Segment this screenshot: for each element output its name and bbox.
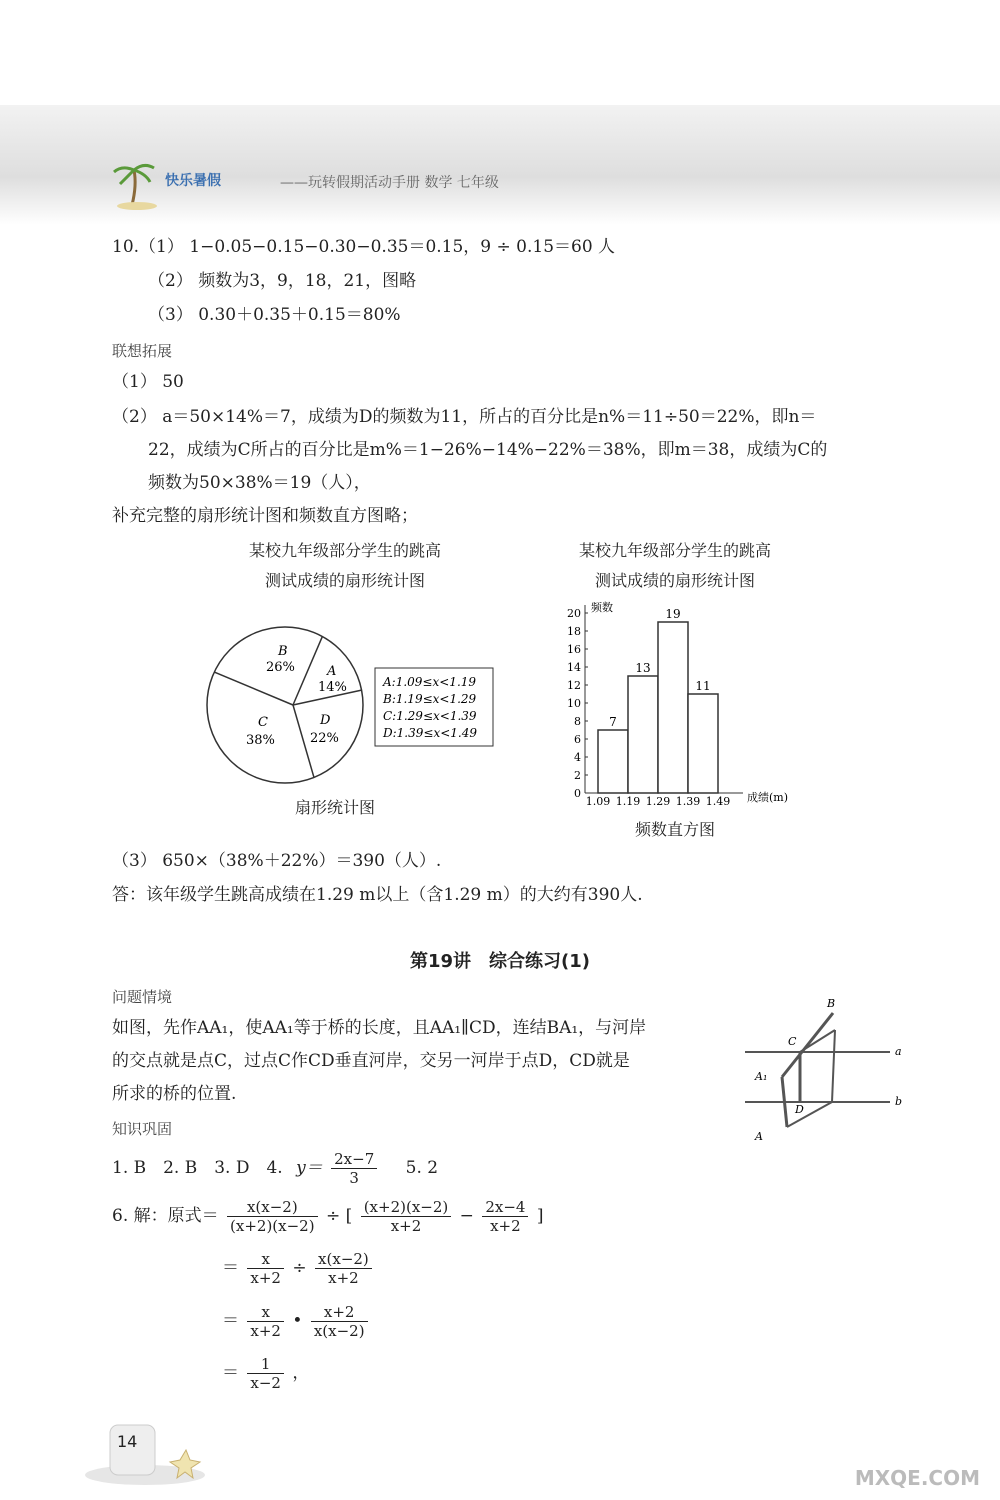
q3-line2: 答：该年级学生跳高成绩在1.29 m以上（含1.29 m）的大约有390人. <box>112 885 643 905</box>
pie-slice-boundary <box>214 672 293 705</box>
frac-num: 2x−4 <box>482 1198 528 1217</box>
fraction <box>227 1198 318 1235</box>
wenti-para-1: 如图，先作AA₁，使AA₁等于桥的长度，且AA₁∥CD，连结BA₁，与河岸 <box>112 1018 647 1038</box>
frac-num: x+2 <box>311 1303 368 1322</box>
watermark: MXQE.COM <box>854 1466 980 1490</box>
q10-line1: 10.（1） 1−0.05−0.15−0.30−0.35＝0.15，9 ÷ 0.15＝60 人 <box>112 237 616 257</box>
y-axis-label: 频数 <box>591 601 613 614</box>
footer-decoration-icon <box>80 1410 220 1490</box>
frac-den: 3 <box>349 1169 359 1187</box>
y-tick-label: 10 <box>567 697 581 710</box>
section-zhishi: 知识巩固 <box>112 1120 173 1138</box>
hist-caption: 频数直方图 <box>634 820 715 839</box>
fraction <box>247 1355 284 1392</box>
q10-line2: （2） 频数为3，9，18，21，图略 <box>148 271 417 291</box>
frac-den: x+2 <box>328 1269 359 1287</box>
x-axis-label: 成绩(m) <box>747 791 789 804</box>
legend-c: C:1.29≤x<1.39 <box>383 709 477 723</box>
left-bracket: [ <box>345 1206 353 1226</box>
hist-bar <box>658 622 688 793</box>
label-b-bank: b <box>895 1095 903 1108</box>
pie-pct-c: 38% <box>246 733 275 748</box>
pie-title-2: 测试成绩的扇形统计图 <box>264 571 425 590</box>
fraction <box>482 1198 528 1235</box>
x-tick-label: 1.29 <box>645 795 671 808</box>
hist-title-2: 测试成绩的扇形统计图 <box>594 571 755 590</box>
pie-label-d: D <box>320 713 331 728</box>
equals-sign: ＝ <box>222 1363 239 1383</box>
frac-den: x−2 <box>250 1374 281 1392</box>
frac-den: (x+2)(x−2) <box>230 1217 315 1235</box>
frac-num: 2x−7 <box>331 1150 377 1169</box>
header-subtitle: ——玩转假期活动手册 数学 七年级 <box>280 175 499 191</box>
solution-line-3 <box>222 1303 371 1340</box>
q3-line1: （3） 650×（38%＋22%）＝390（人）. <box>112 851 442 871</box>
pie-chart <box>200 620 510 800</box>
hist-bar-value: 11 <box>695 679 711 693</box>
pie-pct-b: 26% <box>266 660 295 675</box>
segment-right-vertical <box>832 1030 835 1102</box>
frac-den: x+2 <box>390 1217 422 1235</box>
label-b: B <box>827 997 836 1010</box>
y-tick-label: 0 <box>574 787 581 800</box>
solution-line-4 <box>222 1355 309 1392</box>
multiply-dot: • <box>292 1311 303 1331</box>
minus-sign: − <box>459 1206 474 1226</box>
hist-bar-value: 13 <box>635 661 651 675</box>
hist-bar-value: 7 <box>609 715 617 729</box>
divide-sign: ÷ <box>292 1258 307 1278</box>
frac-den: x(x−2) <box>313 1322 365 1340</box>
lianxiang-line2: （2） a＝50×14%＝7，成绩为D的频数为11，所占的百分比是n%＝11÷50＝22%，即n＝ <box>112 407 817 427</box>
pie-label-b: B <box>278 644 288 659</box>
answers-line <box>112 1150 438 1187</box>
solution-prefix: 6. 解：原式＝ <box>112 1206 219 1226</box>
y-tick-label: 8 <box>574 715 581 728</box>
lesson-title: 第19讲 综合练习(1) <box>409 951 591 972</box>
label-c: C <box>788 1035 797 1048</box>
right-bracket: ] <box>536 1206 544 1226</box>
lianxiang-line4: 频数为50×38%＝19（人）， <box>148 473 371 493</box>
x-tick-label: 1.09 <box>585 795 611 808</box>
y-tick-label: 14 <box>567 661 581 674</box>
frac-num: 1 <box>247 1355 284 1374</box>
y-tick-label: 18 <box>567 625 581 638</box>
pie-pct-a: 14% <box>318 680 347 695</box>
pie-caption: 扇形统计图 <box>294 798 375 817</box>
q10-line3: （3） 0.30＋0.35＋0.15＝80% <box>148 305 401 325</box>
fraction <box>247 1250 284 1287</box>
legend-a: A:1.09≤x<1.19 <box>383 675 477 689</box>
frac-den: x+2 <box>250 1269 281 1287</box>
pie-label-a: A <box>327 664 337 679</box>
y-tick-label: 4 <box>574 751 581 764</box>
y-tick-label: 6 <box>574 733 581 746</box>
fraction <box>361 1198 452 1235</box>
frac-num: (x+2)(x−2) <box>361 1198 452 1217</box>
y-tick-label: 16 <box>567 643 581 656</box>
wenti-para-2: 的交点就是点C，过点C作CD垂直河岸，交另一河岸于点D，CD就是 <box>112 1051 630 1071</box>
fraction <box>247 1303 284 1340</box>
lianxiang-line3: 22，成绩为C所占的百分比是m%＝1−26%−14%−22%＝38%，即m＝38，成绩为C的 <box>148 440 828 460</box>
solution-line-2 <box>222 1250 375 1287</box>
equals-sign: ＝ <box>222 1258 239 1278</box>
hist-bar <box>628 676 658 793</box>
label-a1: A₁ <box>755 1070 768 1083</box>
lianxiang-line5: 补充完整的扇形统计图和频数直方图略； <box>112 506 418 526</box>
answers-1-4: 1. B 2. B 3. D 4. <box>112 1158 283 1178</box>
pie-pct-d: 22% <box>310 731 339 746</box>
section-lianxiang: 联想拓展 <box>112 342 173 360</box>
x-tick-label: 1.39 <box>675 795 701 808</box>
bridge-geometry-diagram <box>745 995 910 1150</box>
equals-sign: ＝ <box>222 1311 239 1331</box>
solution-line-1 <box>112 1198 544 1235</box>
y-tick-label: 20 <box>567 607 581 620</box>
answer-4-fraction <box>331 1150 377 1187</box>
comma: ， <box>292 1363 310 1383</box>
frac-den: x+2 <box>490 1217 521 1235</box>
x-tick-label: 1.49 <box>705 795 731 808</box>
hist-bar-value: 19 <box>665 607 681 621</box>
answer-4-y: y＝ <box>296 1158 323 1178</box>
histogram <box>555 595 805 810</box>
answer-5: 5. 2 <box>405 1158 439 1178</box>
label-d: D <box>795 1103 804 1116</box>
wenti-para-3: 所求的桥的位置. <box>112 1084 237 1104</box>
section-wenti: 问题情境 <box>112 988 173 1006</box>
y-tick-label: 2 <box>574 769 581 782</box>
y-tick-label: 12 <box>567 679 581 692</box>
legend-b: B:1.19≤x<1.29 <box>383 692 477 706</box>
label-a: A <box>755 1130 763 1143</box>
pie-label-c: C <box>258 715 268 730</box>
frac-num: x <box>247 1303 284 1322</box>
top-blank <box>0 0 1000 105</box>
lianxiang-line1: （1） 50 <box>112 372 184 392</box>
fraction <box>315 1250 372 1287</box>
fraction <box>311 1303 368 1340</box>
pie-title-1: 某校九年级部分学生的跳高 <box>248 541 441 560</box>
legend-d: D:1.39≤x<1.49 <box>383 726 477 740</box>
x-tick-label: 1.19 <box>615 795 641 808</box>
hist-bar <box>688 694 718 793</box>
page-number: 14 <box>117 1432 138 1451</box>
frac-num: x(x−2) <box>315 1250 372 1269</box>
hist-title-1: 某校九年级部分学生的跳高 <box>578 541 771 560</box>
label-a-bank: a <box>895 1045 902 1058</box>
frac-num: x(x−2) <box>227 1198 318 1217</box>
logo-text: 快乐暑假 <box>165 173 221 189</box>
segment-ad <box>787 1102 832 1127</box>
frac-den: x+2 <box>250 1322 281 1340</box>
divide-sign: ÷ <box>326 1206 341 1226</box>
hist-bar <box>598 730 628 793</box>
frac-num: x <box>247 1250 284 1269</box>
